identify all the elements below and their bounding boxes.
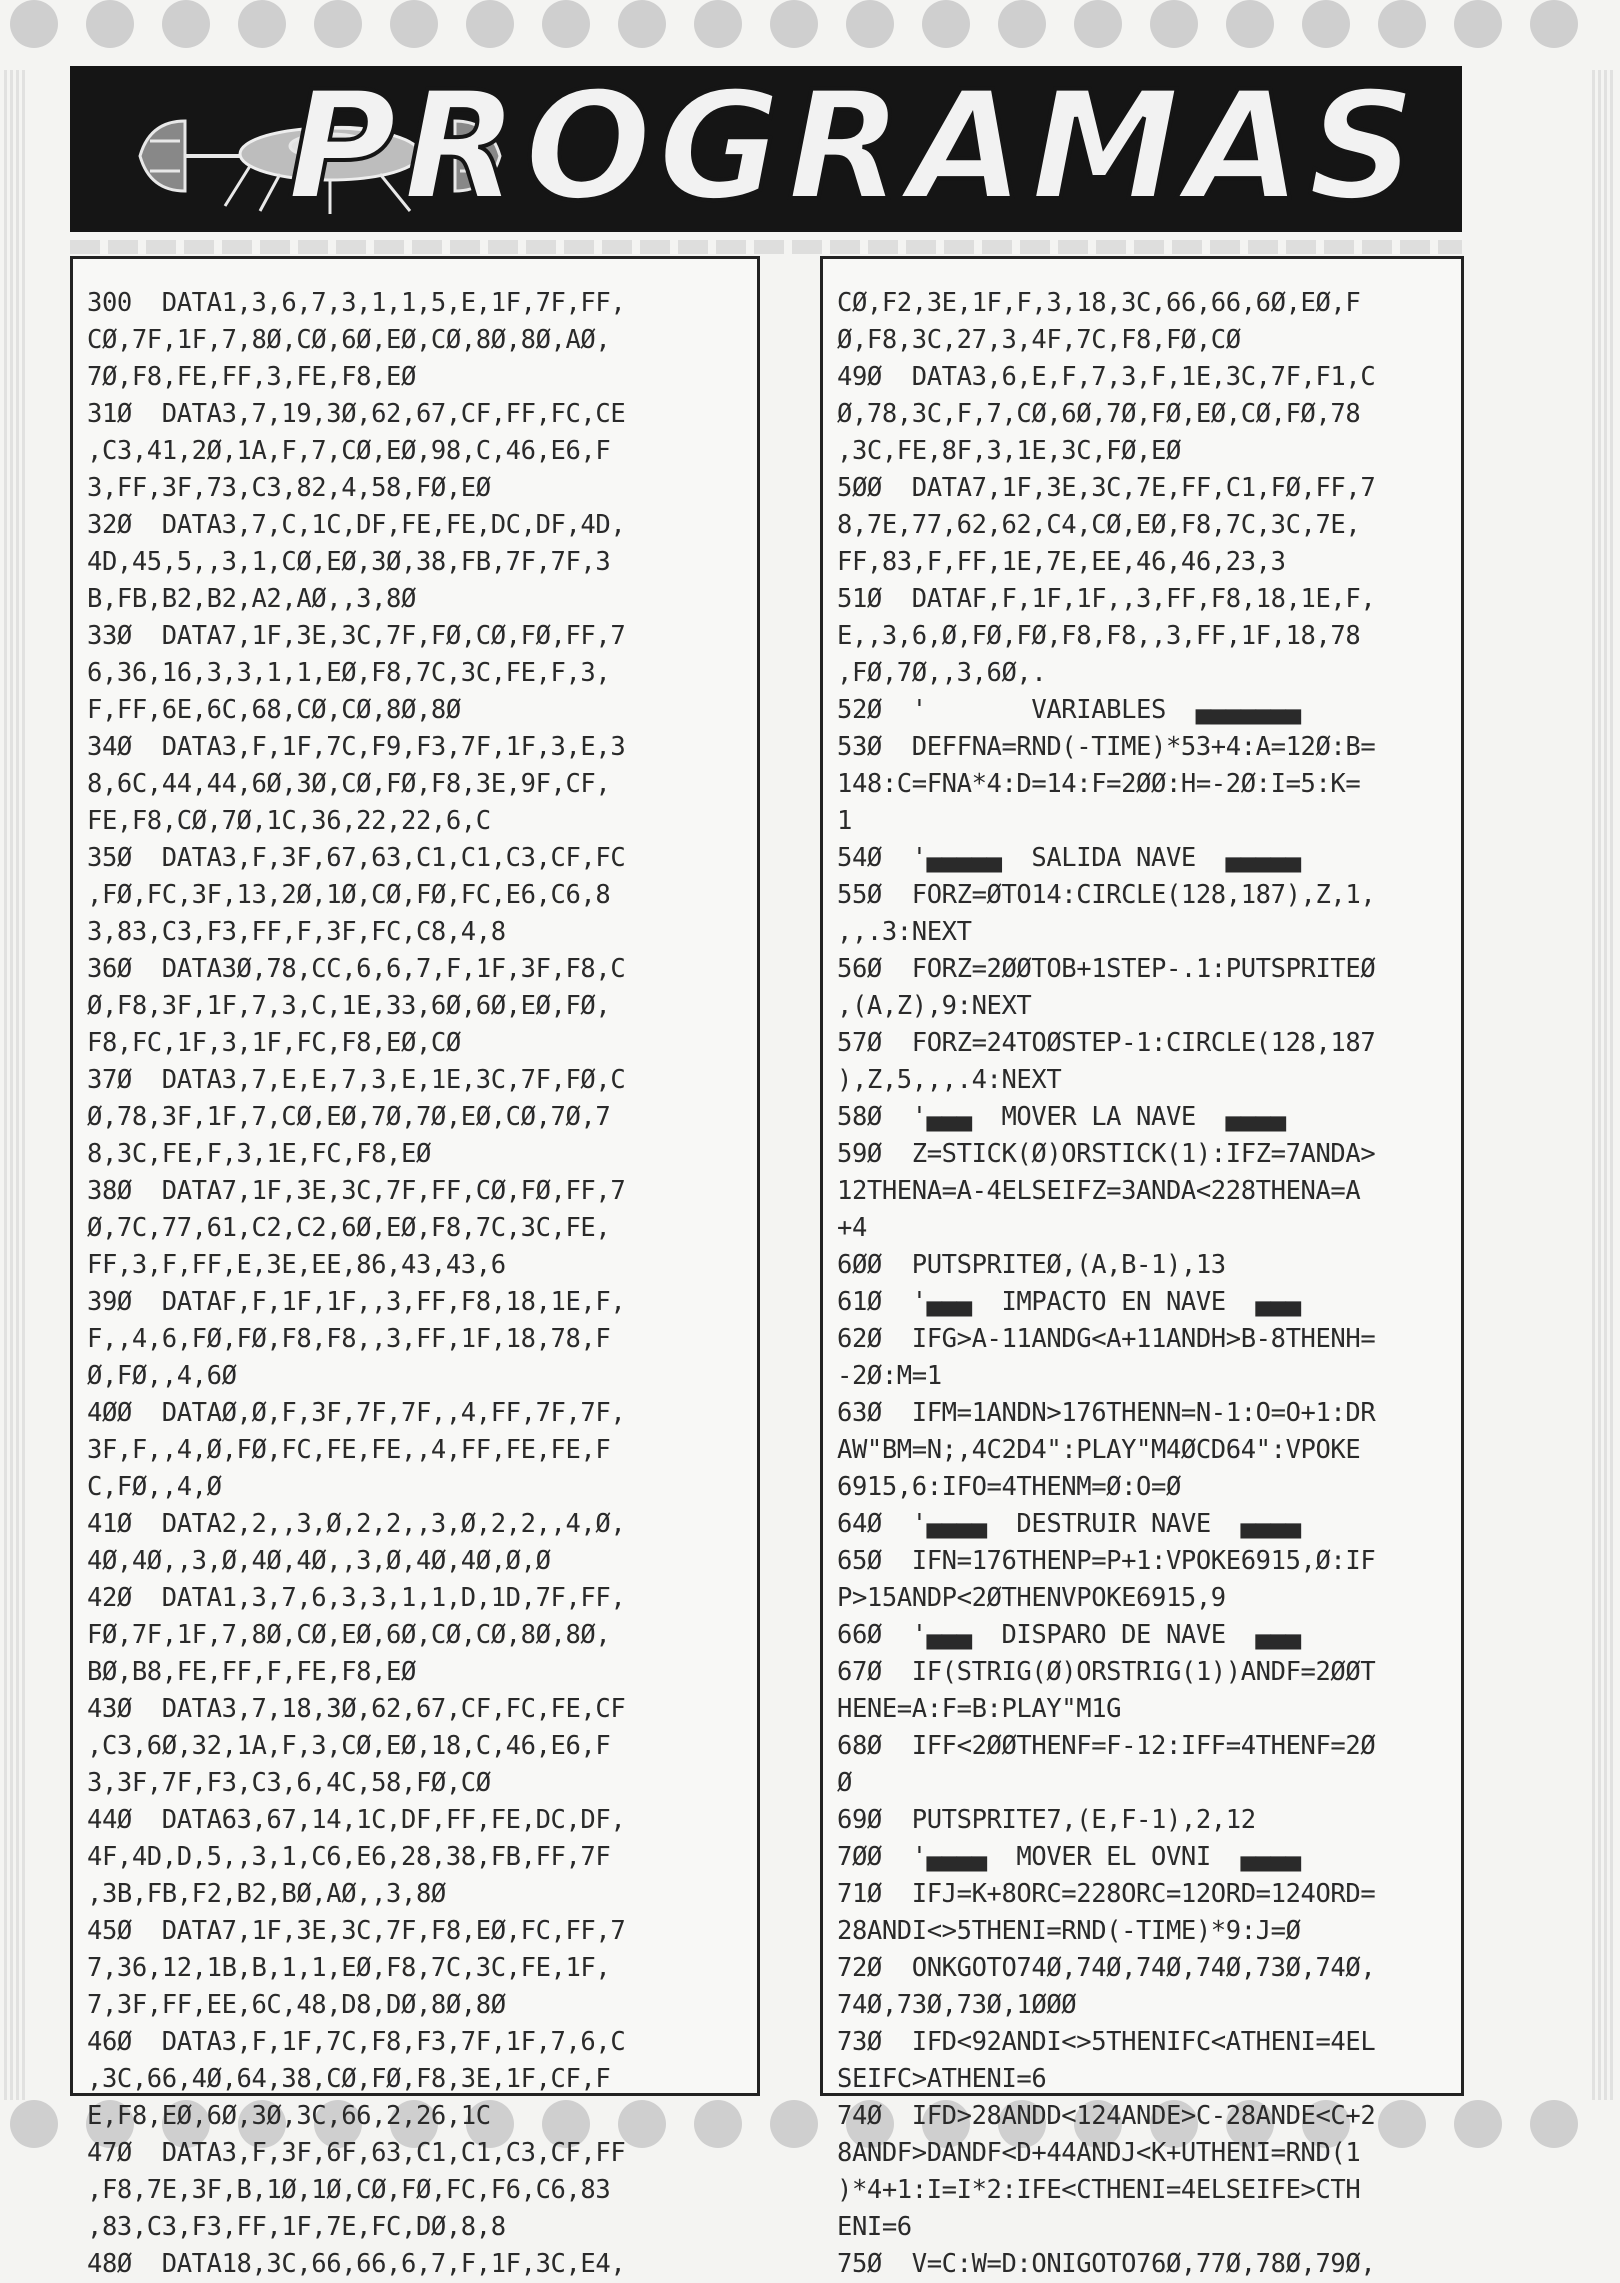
punch-hole [998, 0, 1046, 48]
code-line: 300 DATA1,3,6,7,3,1,1,5,E,1F,7F,FF, [87, 288, 626, 318]
code-line: 6ØØ PUTSPRITEØ,(A,B-1),13 [837, 1250, 1226, 1280]
punch-hole [466, 0, 514, 48]
code-line: CØ,F2,3E,1F,F,3,18,3C,66,66,6Ø,EØ,F [837, 288, 1361, 318]
code-line: B,FB,B2,B2,A2,AØ,,3,8Ø [87, 584, 416, 614]
code-line: 32Ø DATA3,7,C,1C,DF,FE,FE,DC,DF,4D, [87, 510, 626, 540]
left-margin-strip [4, 70, 26, 2100]
punch-hole [1530, 0, 1578, 48]
code-line: ,3B,FB,F2,B2,BØ,AØ,,3,8Ø [87, 1879, 446, 1909]
top-perforation [0, 0, 1620, 50]
code-line: ,(A,Z),9:NEXT [837, 991, 1032, 1021]
punch-hole [390, 0, 438, 48]
code-line: 148:C=FNA*4:D=14:F=2ØØ:H=-2Ø:I=5:K= [837, 769, 1361, 799]
code-line: 6915,6:IFO=4THENM=Ø:O=Ø [837, 1472, 1181, 1502]
punch-hole [1530, 2100, 1578, 2148]
punch-hole [1074, 0, 1122, 48]
code-line: ,C3,6Ø,32,1A,F,3,CØ,EØ,18,C,46,E6,F [87, 1731, 611, 1761]
code-line: 66Ø '▄▄▄ DISPARO DE NAVE ▄▄▄ [837, 1620, 1301, 1650]
code-line: 34Ø DATA3,F,1F,7C,F9,F3,7F,1F,3,E,3 [87, 732, 626, 762]
code-line: 8,7E,77,62,62,C4,CØ,EØ,F8,7C,3C,7E, [837, 510, 1361, 540]
punch-hole [10, 2100, 58, 2148]
code-line: ,3C,66,4Ø,64,38,CØ,FØ,F8,3E,1F,CF,F [87, 2064, 611, 2094]
code-line: 71Ø IFJ=K+8ORC=228ORC=12ORD=124ORD= [837, 1879, 1376, 1909]
code-line: 1 [837, 806, 852, 836]
code-line: 7ØØ '▄▄▄▄ MOVER EL OVNI ▄▄▄▄ [837, 1842, 1301, 1872]
code-line: 35Ø DATA3,F,3F,67,63,C1,C1,C3,CF,FC [87, 843, 626, 873]
code-line: 38Ø DATA7,1F,3E,3C,7F,FF,CØ,FØ,FF,7 [87, 1176, 626, 1206]
code-line: 47Ø DATA3,F,3F,6F,63,C1,C1,C3,CF,FF [87, 2138, 626, 2168]
code-line: 74Ø IFD>28ANDD<124ANDE>C-28ANDE<C+2 [837, 2101, 1376, 2131]
code-line: -2Ø:M=1 [837, 1361, 942, 1391]
code-line: 4D,45,5,,3,1,CØ,EØ,3Ø,38,FB,7F,7F,3 [87, 547, 611, 577]
code-line: 72Ø ONKGOTO74Ø,74Ø,74Ø,74Ø,73Ø,74Ø, [837, 1953, 1376, 1983]
punch-hole [922, 0, 970, 48]
punch-hole [314, 0, 362, 48]
code-line: 43Ø DATA3,7,18,3Ø,62,67,CF,FC,FE,CF [87, 1694, 626, 1724]
code-line: ,,.3:NEXT [837, 917, 972, 947]
punch-hole [238, 0, 286, 48]
listing-column-left [70, 256, 760, 2279]
punch-hole [1378, 0, 1426, 48]
code-line: 3,FF,3F,73,C3,82,4,58,FØ,EØ [87, 473, 491, 503]
code-line: Ø,FØ,,4,6Ø [87, 1361, 237, 1391]
code-line: ,3C,FE,8F,3,1E,3C,FØ,EØ [837, 436, 1181, 466]
code-line: +4 [837, 1213, 867, 1243]
code-line: 52Ø ' VARIABLES ▄▄▄▄▄▄▄ [837, 695, 1301, 725]
code-line: 37Ø DATA3,7,E,E,7,3,E,1E,3C,7F,FØ,C [87, 1065, 626, 1095]
code-line: ,FØ,7Ø,,3,6Ø,. [837, 658, 1047, 688]
code-line: 7,3F,FF,EE,6C,48,D8,DØ,8Ø,8Ø [87, 1990, 506, 2020]
code-line: 62Ø IFG>A-11ANDG<A+11ANDH>B-8THENH= [837, 1324, 1376, 1354]
code-line: 57Ø FORZ=24TOØSTEP-1:CIRCLE(128,187 [837, 1028, 1376, 1058]
punch-hole [1454, 0, 1502, 48]
code-line: C,FØ,,4,Ø [87, 1472, 222, 1502]
code-line: 45Ø DATA7,1F,3E,3C,7F,F8,EØ,FC,FF,7 [87, 1916, 626, 1946]
punch-hole [770, 2100, 818, 2148]
code-line: 8ANDF>DANDF<D+44ANDJ<K+UTHENI=RND(1 [837, 2138, 1361, 2168]
code-line: 31Ø DATA3,7,19,3Ø,62,67,CF,FF,FC,CE [87, 399, 626, 429]
code-line: Ø [837, 1768, 852, 1798]
code-line: 8,3C,FE,F,3,1E,FC,F8,EØ [87, 1139, 431, 1169]
code-line: FF,83,F,FF,1E,7E,EE,46,46,23,3 [837, 547, 1286, 577]
code-line: E,F8,EØ,6Ø,3Ø,3C,66,2,26,1C [87, 2101, 491, 2131]
code-line: 63Ø IFM=1ANDN>176THENN=N-1:O=O+1:DR [837, 1398, 1376, 1428]
code-line: 74Ø,73Ø,73Ø,1ØØØ [837, 1990, 1077, 2020]
code-line: Ø,F8,3F,1F,7,3,C,1E,33,6Ø,6Ø,EØ,FØ, [87, 991, 611, 1021]
code-line: Ø,F8,3C,27,3,4F,7C,F8,FØ,CØ [837, 325, 1241, 355]
code-line: 3F,F,,4,Ø,FØ,FC,FE,FE,,4,FF,FE,FE,F [87, 1435, 611, 1465]
code-line: BØ,B8,FE,FF,F,FE,F8,EØ [87, 1657, 416, 1687]
code-line: 8,6C,44,44,6Ø,3Ø,CØ,FØ,F8,3E,9F,CF, [87, 769, 611, 799]
code-line: ,C3,41,2Ø,1A,F,7,CØ,EØ,98,C,46,E6,F [87, 436, 611, 466]
code-line: 69Ø PUTSPRITE7,(E,F-1),2,12 [837, 1805, 1256, 1835]
code-line: 5ØØ DATA7,1F,3E,3C,7E,FF,C1,FØ,FF,7 [837, 473, 1376, 503]
code-line: )*4+1:I=I*2:IFE<CTHENI=4ELSEIFE>CTH [837, 2175, 1361, 2205]
punch-hole [10, 0, 58, 48]
code-line: SEIFC>ATHENI=6 [837, 2064, 1047, 2094]
code-line: F8,FC,1F,3,1F,FC,F8,EØ,CØ [87, 1028, 461, 1058]
code-line: 3,3F,7F,F3,C3,6,4C,58,FØ,CØ [87, 1768, 491, 1798]
code-line: 4F,4D,D,5,,3,1,C6,E6,28,38,FB,FF,7F [87, 1842, 611, 1872]
code-line: ,83,C3,F3,FF,1F,7E,FC,DØ,8,8 [87, 2212, 506, 2242]
punch-hole [162, 0, 210, 48]
code-line: 67Ø IF(STRIG(Ø)ORSTRIG(1))ANDF=2ØØT [837, 1657, 1376, 1687]
punch-hole [1302, 0, 1350, 48]
punch-hole [846, 0, 894, 48]
code-line: 36Ø DATA3Ø,78,CC,6,6,7,F,1F,3F,F8,C [87, 954, 626, 984]
header-banner [70, 60, 1462, 234]
code-line: 42Ø DATA1,3,7,6,3,3,1,1,D,1D,7F,FF, [87, 1583, 626, 1613]
right-margin-strip [1592, 70, 1614, 2100]
header-separator [70, 240, 1462, 254]
code-line: 51Ø DATAF,F,1F,1F,,3,FF,F8,18,1E,F, [837, 584, 1376, 614]
punch-hole [694, 0, 742, 48]
code-line: 39Ø DATAF,F,1F,1F,,3,FF,F8,18,1E,F, [87, 1287, 626, 1317]
code-line: 4Ø,4Ø,,3,Ø,4Ø,4Ø,,3,Ø,4Ø,4Ø,Ø,Ø [87, 1546, 551, 1576]
code-line: F,,4,6,FØ,FØ,F8,F8,,3,FF,1F,18,78,F [87, 1324, 611, 1354]
code-line: 12THENA=A-4ELSEIFZ=3ANDA<228THENA=A [837, 1176, 1361, 1206]
punch-hole [770, 0, 818, 48]
code-line: Ø,78,3F,1F,7,CØ,EØ,7Ø,7Ø,EØ,CØ,7Ø,7 [87, 1102, 611, 1132]
code-line: 75Ø V=C:W=D:ONIGOTO76Ø,77Ø,78Ø,79Ø, [837, 2249, 1376, 2279]
code-line: P>15ANDP<2ØTHENVPOKE6915,9 [837, 1583, 1226, 1613]
code-line: FE,F8,CØ,7Ø,1C,36,22,22,6,C [87, 806, 491, 836]
code-line: 64Ø '▄▄▄▄ DESTRUIR NAVE ▄▄▄▄ [837, 1509, 1301, 1539]
punch-hole [618, 0, 666, 48]
code-line: CØ,7F,1F,7,8Ø,CØ,6Ø,EØ,CØ,8Ø,8Ø,AØ, [87, 325, 611, 355]
code-line: 6,36,16,3,3,1,1,EØ,F8,7C,3C,FE,F,3, [87, 658, 611, 688]
code-line: 54Ø '▄▄▄▄▄ SALIDA NAVE ▄▄▄▄▄ [837, 843, 1301, 873]
code-line: ENI=6 [837, 2212, 912, 2242]
code-line: ),Z,5,,,.4:NEXT [837, 1065, 1062, 1095]
page-title: PROGRAMAS [286, 60, 1422, 234]
punch-hole [86, 0, 134, 48]
code-line: F,FF,6E,6C,68,CØ,CØ,8Ø,8Ø [87, 695, 461, 725]
code-line: 58Ø '▄▄▄ MOVER LA NAVE ▄▄▄▄ [837, 1102, 1286, 1132]
code-line: FF,3,F,FF,E,3E,EE,86,43,43,6 [87, 1250, 506, 1280]
code-line: FØ,7F,1F,7,8Ø,CØ,EØ,6Ø,CØ,CØ,8Ø,8Ø, [87, 1620, 611, 1650]
code-line: 73Ø IFD<92ANDI<>5THENIFC<ATHENI=4EL [837, 2027, 1376, 2057]
code-line: ,F8,7E,3F,B,1Ø,1Ø,CØ,FØ,FC,F6,C6,83 [87, 2175, 611, 2205]
code-line: 7,36,12,1B,B,1,1,EØ,F8,7C,3C,FE,1F, [87, 1953, 611, 1983]
code-line: HENE=A:F=B:PLAY"M1G [837, 1694, 1122, 1724]
code-line: Ø,7C,77,61,C2,C2,6Ø,EØ,F8,7C,3C,FE, [87, 1213, 611, 1243]
punch-hole [1454, 2100, 1502, 2148]
code-line: 65Ø IFN=176THENP=P+1:VPOKE6915,Ø:IF [837, 1546, 1376, 1576]
code-line: 59Ø Z=STICK(Ø)ORSTICK(1):IFZ=7ANDA> [837, 1139, 1376, 1169]
code-line: 61Ø '▄▄▄ IMPACTO EN NAVE ▄▄▄ [837, 1287, 1301, 1317]
code-line: 46Ø DATA3,F,1F,7C,F8,F3,7F,1F,7,6,C [87, 2027, 626, 2057]
code-line: 68Ø IFF<2ØØTHENF=F-12:IFF=4THENF=2Ø [837, 1731, 1376, 1761]
code-line: 44Ø DATA63,67,14,1C,DF,FF,FE,DC,DF, [87, 1805, 626, 1835]
code-line: AW"BM=N;,4C2D4":PLAY"M4ØCD64":VPOKE [837, 1435, 1361, 1465]
code-line: 56Ø FORZ=2ØØTOB+1STEP-.1:PUTSPRITEØ [837, 954, 1376, 984]
code-line: 28ANDI<>5THENI=RND(-TIME)*9:J=Ø [837, 1916, 1301, 1946]
listing-column-right [820, 256, 1464, 2279]
punch-hole [1150, 0, 1198, 48]
code-line: 49Ø DATA3,6,E,F,7,3,F,1E,3C,7F,F1,C [837, 362, 1376, 392]
code-line: 55Ø FORZ=ØTO14:CIRCLE(128,187),Z,1, [837, 880, 1376, 910]
code-line: 41Ø DATA2,2,,3,Ø,2,2,,3,Ø,2,2,,4,Ø, [87, 1509, 626, 1539]
code-line: ,FØ,FC,3F,13,2Ø,1Ø,CØ,FØ,FC,E6,C6,8 [87, 880, 611, 910]
punch-hole [542, 0, 590, 48]
code-line: 48Ø DATA18,3C,66,66,6,7,F,1F,3C,E4, [87, 2249, 626, 2279]
code-line: 3,83,C3,F3,FF,F,3F,FC,C8,4,8 [87, 917, 506, 947]
code-line: 4ØØ DATAØ,Ø,F,3F,7F,7F,,4,FF,7F,7F, [87, 1398, 626, 1428]
code-line: 53Ø DEFFNA=RND(-TIME)*53+4:A=12Ø:B= [837, 732, 1376, 762]
code-line: 33Ø DATA7,1F,3E,3C,7F,FØ,CØ,FØ,FF,7 [87, 621, 626, 651]
code-line: Ø,78,3C,F,7,CØ,6Ø,7Ø,FØ,EØ,CØ,FØ,78 [837, 399, 1361, 429]
code-line: 7Ø,F8,FE,FF,3,FE,F8,EØ [87, 362, 416, 392]
punch-hole [1226, 0, 1274, 48]
code-line: E,,3,6,Ø,FØ,FØ,F8,F8,,3,FF,1F,18,78 [837, 621, 1361, 651]
